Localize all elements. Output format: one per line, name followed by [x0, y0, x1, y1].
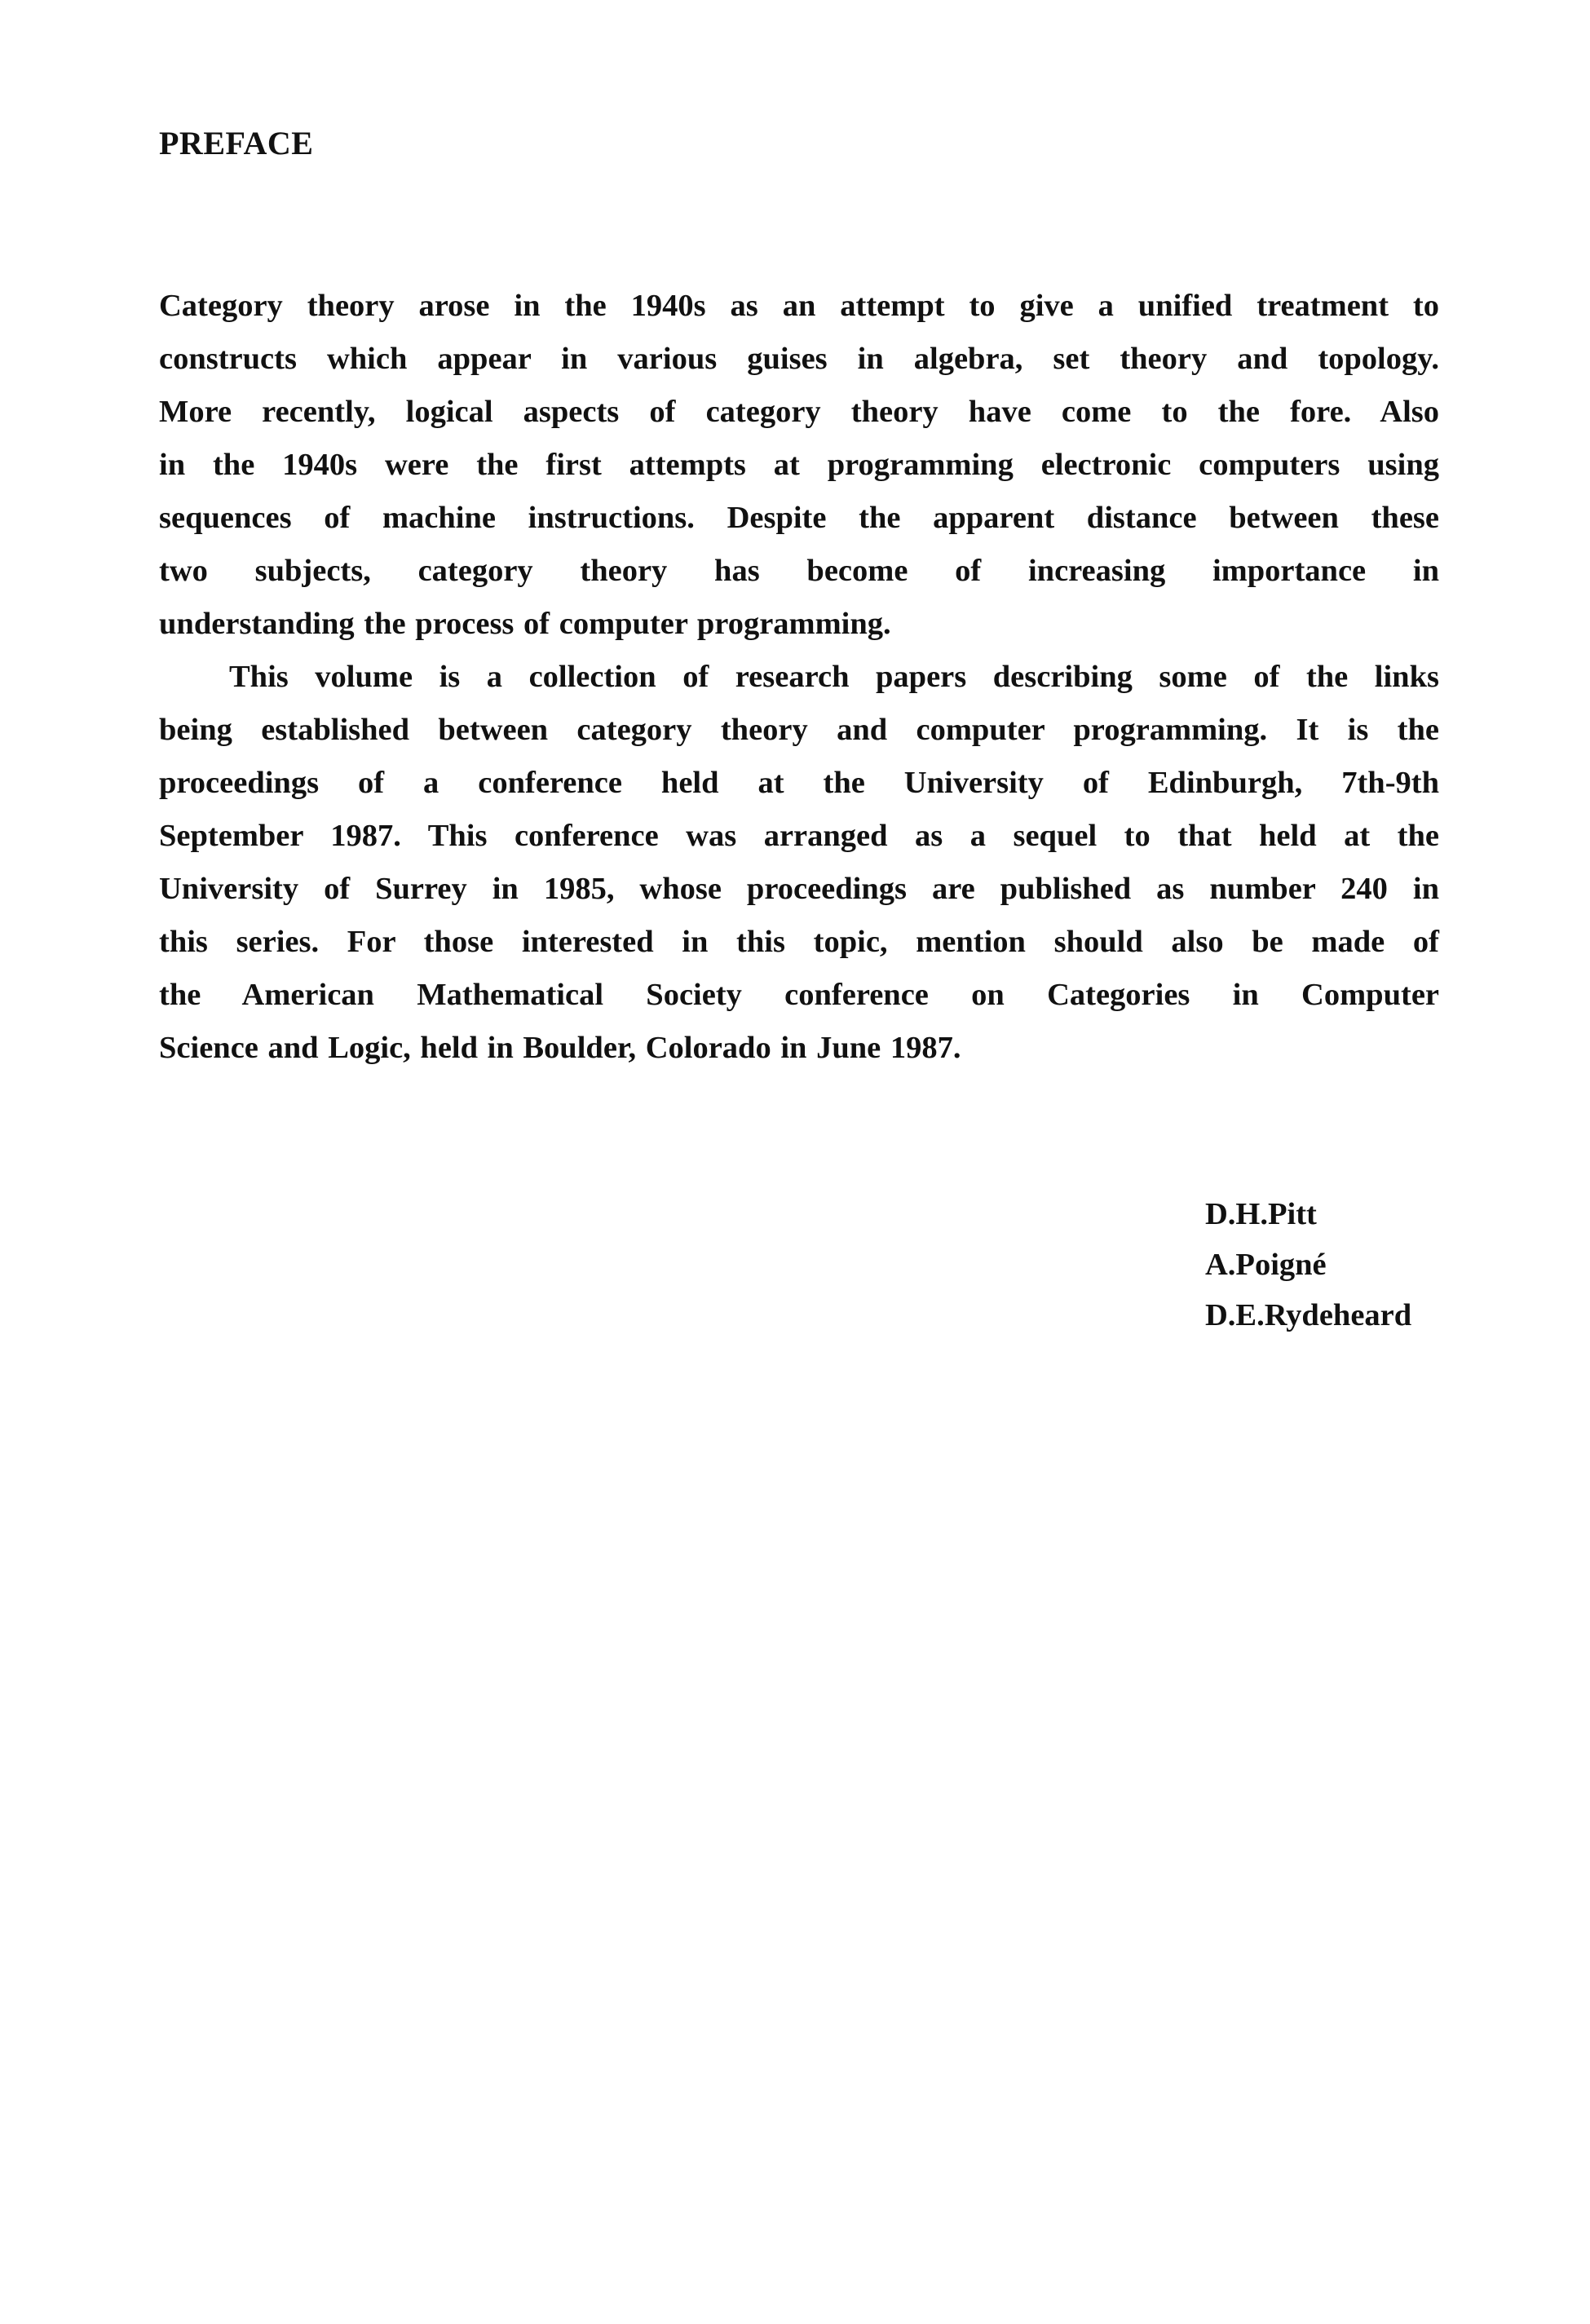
- text-line: This volume is a collection of research papers describing some of the links: [229, 660, 1439, 694]
- text-line: two subjects, category theory has become of increasing importance in: [159, 554, 1439, 588]
- author-signatures: [1205, 1189, 1411, 1341]
- paragraph-2: [159, 651, 1439, 1075]
- signature-pitt: D.H.Pitt: [1205, 1197, 1317, 1231]
- signature-rydeheard: D.E.Rydeheard: [1205, 1298, 1412, 1332]
- text-line: understanding the process of computer programming.: [159, 607, 891, 641]
- text-line: the American Mathematical Society conference on Categories in Computer: [159, 978, 1439, 1012]
- text-line: constructs which appear in various guises in algebra, set theory and topology.: [159, 342, 1439, 376]
- preface-body: [159, 280, 1439, 1075]
- paragraph-1: [159, 280, 1439, 651]
- text-line: this series. For those interested in this topic, mention should also be made of: [159, 925, 1439, 959]
- text-line: Category theory arose in the 1940s as an attempt to give a unified treatment to: [159, 289, 1439, 323]
- text-line: September 1987. This conference was arranged as a sequel to that held at the: [159, 819, 1439, 853]
- text-line: being established between category theory and computer programming. It is the: [159, 713, 1439, 747]
- signature-poigne: A.Poigné: [1205, 1248, 1327, 1282]
- text-line: in the 1940s were the first attempts at programming electronic computers using: [159, 448, 1439, 482]
- text-line: sequences of machine instructions. Despite the apparent distance between these: [159, 501, 1439, 535]
- text-line: University of Surrey in 1985, whose proceedings are published as number 240 in: [159, 872, 1439, 906]
- text-line: More recently, logical aspects of category theory have come to the fore. Also: [159, 395, 1439, 429]
- page-title: PREFACE: [159, 125, 314, 161]
- text-line: Science and Logic, held in Boulder, Colorado in June 1987.: [159, 1031, 961, 1065]
- text-line: proceedings of a conference held at the University of Edinburgh, 7th-9th: [159, 766, 1439, 800]
